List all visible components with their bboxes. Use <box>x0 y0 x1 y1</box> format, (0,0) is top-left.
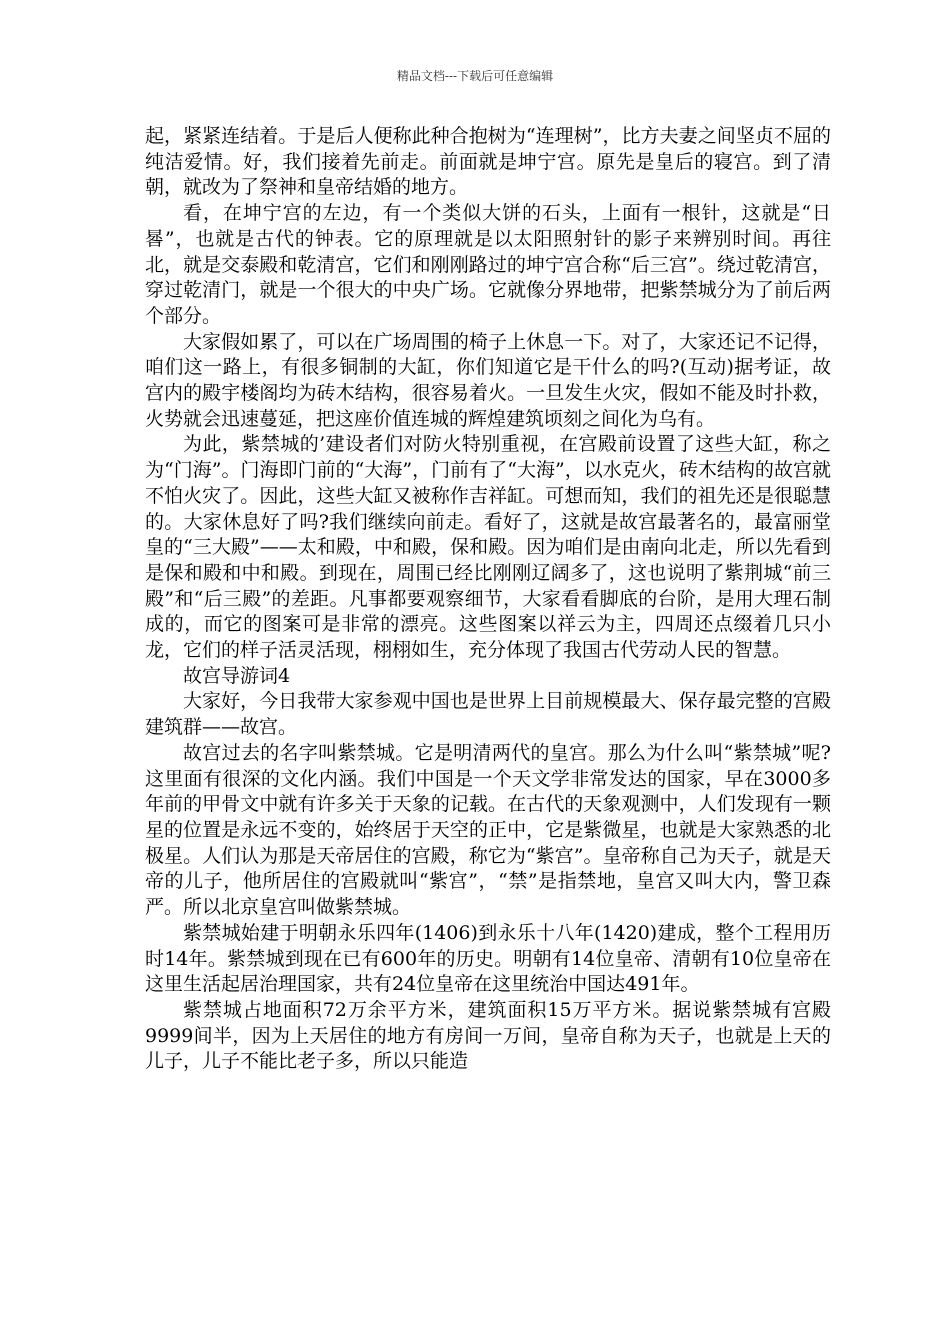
paragraph: 紫禁城始建于明朝永乐四年(1406)到永乐十八年(1420)建成，整个工程用历时14年。紫禁城到现在已有600年的历史。明朝有14位皇帝、清朝有10位皇帝在这里生活起居治理国家，共有24位皇帝在这里统治中国达491年。 <box>145 921 831 996</box>
paragraph: 为此，紫禁城的’建设者们对防火特别重视，在宫殿前设置了这些大缸，称之为“门海”。门海即门前的“大海”，门前有了“大海”，以水克火，砖木结构的故宫就不怕火灾了。因此，这些大缸又被称作吉祥缸。可想而知，我们的祖先还是很聪慧的。大家休息好了吗?我们继续向前走。看好了，这就是故宫最著名的，最富丽堂皇的“三大殿”——太和殿，中和殿，保和殿。因为咱们是由南向北走，所以先看到是保和殿和中和殿。到现在，周围已经比刚刚辽阔多了，这也说明了紫荆城“前三殿”和“后三殿”的差距。凡事都要观察细节，大家看看脚底的台阶，是用大理石制成的，而它的图案可是非常的漂亮。这些图案以祥云为主，四周还点缀着几只小龙，它们的样子活灵活现，栩栩如生，充分体现了我国古代劳动人民的智慧。 <box>145 433 831 662</box>
paragraph: 大家假如累了，可以在广场周围的椅子上休息一下。对了，大家还记不记得，咱们这一路上，有很多铜制的大缸，你们知道它是干什么的吗?(互动)据考证，故宫内的殿宇楼阁均为砖木结构，很容易着火。一旦发生火灾，假如不能及时扑救，火势就会迅速蔓延，把这座价值连城的辉煌建筑顷刻之间化为乌有。 <box>145 330 831 430</box>
section-heading: 故宫导游词4 <box>183 664 291 687</box>
paragraph: 故宫过去的名字叫紫禁城。它是明清两代的皇宫。那么为什么叫“紫禁城”呢?这里面有很深的文化内涵。我们中国是一个天文学非常发达的国家，早在3000多年前的甲骨文中就有许多关于天象的记载。在古代的天象观测中，人们发现有一颗星的位置是永远不变的，始终居于天空的正中，它是紫微星，也就是大家熟悉的北极星。人们认为那是天帝居住的宫殿，称它为“紫宫”。皇帝称自己为天子，就是天帝的儿子，他所居住的宫殿就叫“紫宫”，“禁”是指禁地，皇宫又叫大内，警卫森严。所以北京皇宫叫做紫禁城。 <box>145 741 831 919</box>
paragraph: 看，在坤宁宫的左边，有一个类似大饼的石头，上面有一根针，这就是“日晷”，也就是古代的钟表。它的原理就是以太阳照射针的影子来辨别时间。再往北，就是交泰殿和乾清宫，它们和刚刚路过的坤宁宫合称“后三宫”。绕过乾清宫，穿过乾清门，就是一个很大的中央广场。它就像分界地带，把紫禁城分为了前后两个部分。 <box>145 202 831 327</box>
paragraph: 大家好，今日我带大家参观中国也是世界上目前规模最大、保存最完整的宫殿建筑群——故宫。 <box>145 690 831 739</box>
page-header: 精品文档---下载后可任意编辑 <box>396 69 554 83</box>
paragraph: 紫禁城占地面积72万余平方米，建筑面积15万平方米。据说紫禁城有宫殿9999间半，因为上天居住的地方有房间一万间，皇帝自称为天子，也就是上天的儿子，儿子不能比老子多，所以只能造 <box>145 998 831 1073</box>
document-body <box>145 124 831 1075</box>
paragraph: 起，紧紧连结着。于是后人便称此种合抱树为“连理树”，比方夫妻之间坚贞不屈的纯洁爱情。好，我们接着先前走。前面就是坤宁宫。原先是皇后的寝宫。到了清朝，就改为了祭神和皇帝结婚的地方。 <box>145 125 831 199</box>
